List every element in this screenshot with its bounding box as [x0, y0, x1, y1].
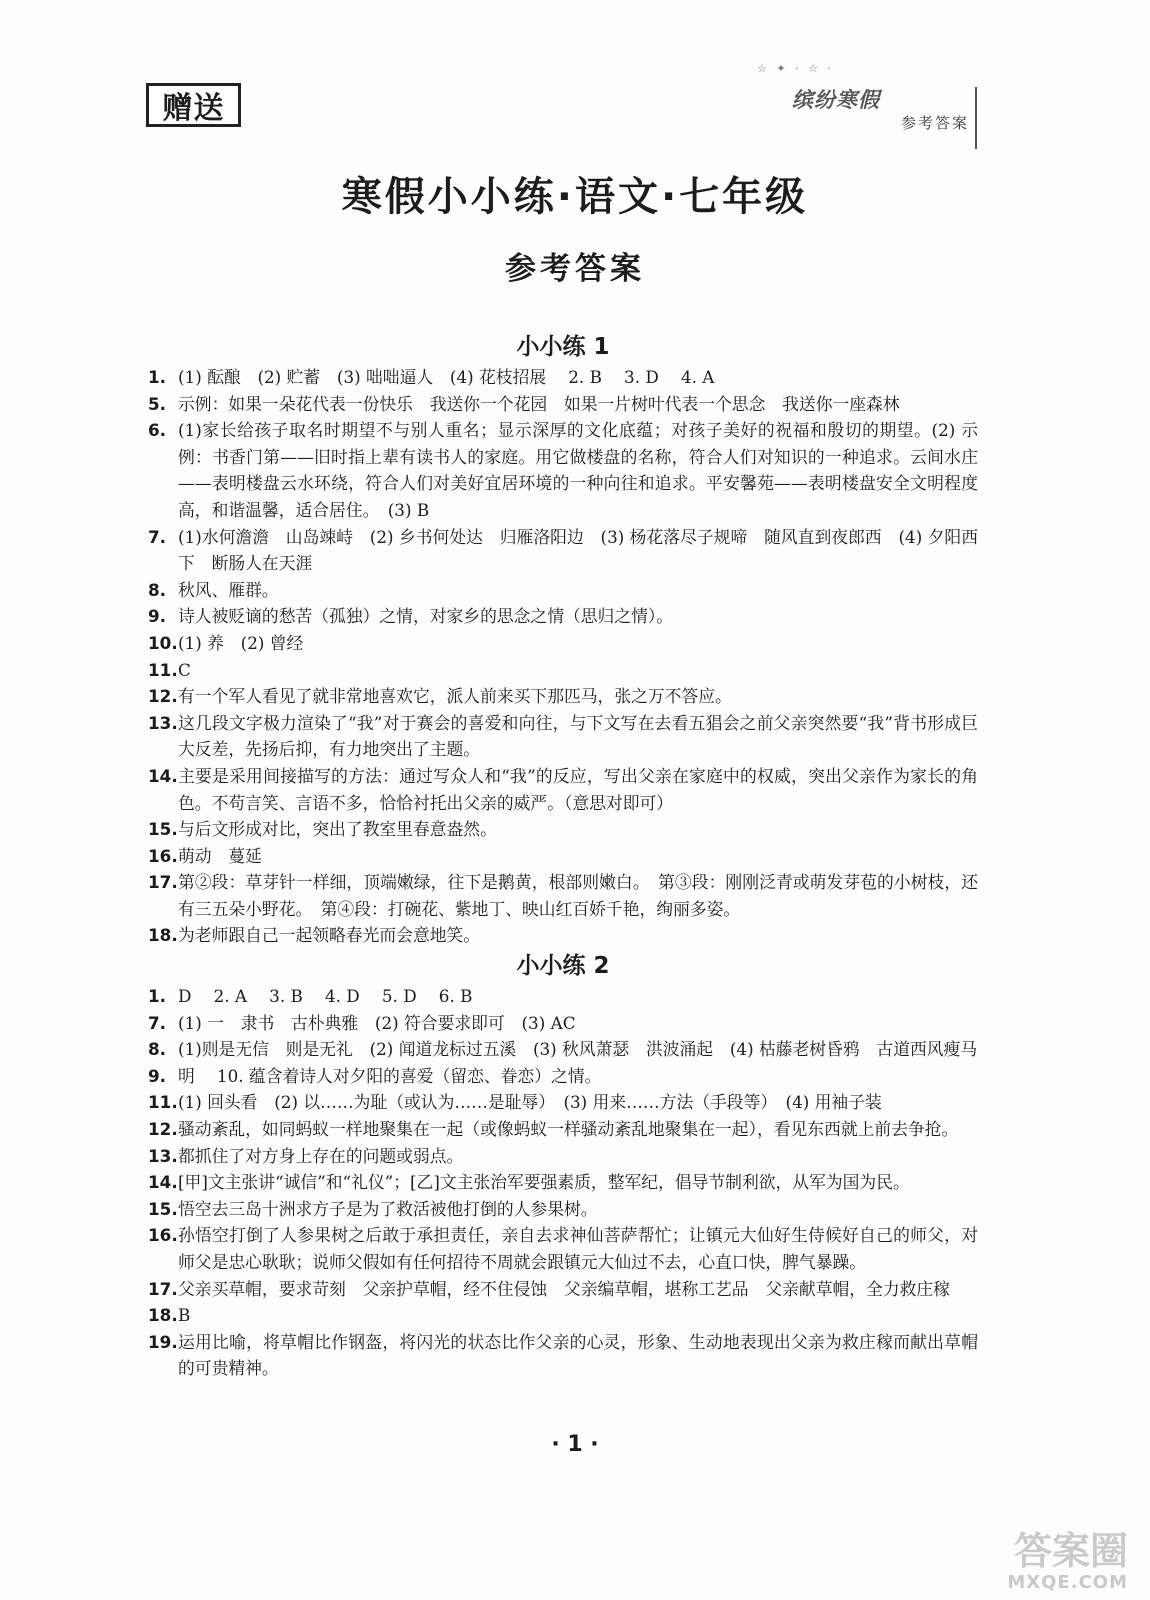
- answer-content: [148, 330, 978, 1382]
- answer-text: [甲]文主张讲“诚信”和“礼仪”；[乙]文主张治军要强素质，整军纪，倡导节制利欲，从军为国为民。: [178, 1172, 910, 1193]
- answer-number: 10.: [148, 632, 178, 653]
- answer-number: 12.: [148, 1119, 178, 1140]
- answer-item: [148, 657, 978, 684]
- answer-item: [148, 1222, 978, 1275]
- answer-number: 7.: [148, 526, 167, 547]
- answer-number: 9.: [148, 1065, 167, 1086]
- answer-item: [148, 1116, 978, 1143]
- gift-badge: 赠送: [146, 83, 241, 127]
- answer-text: C: [178, 659, 191, 680]
- answer-number: 9.: [148, 606, 167, 627]
- answer-text: 示例：如果一朵花代表一份快乐 我送你一个花园 如果一片树叶代表一个思念 我送你一座森林: [178, 393, 900, 414]
- page-number: · 1 ·: [551, 1432, 599, 1457]
- answer-item: [148, 843, 978, 870]
- answer-text: (1) 酝酿 (2) 贮蓄 (3) 咄咄逼人 (4) 花枝招展 2. B 3. D 4. A: [178, 367, 715, 387]
- answer-text: (1) 一 隶书 古朴典雅 (2) 符合要求即可 (3) AC: [178, 1012, 576, 1033]
- page-subtitle: 参考答案: [505, 251, 645, 287]
- brand-subtitle: 参考答案: [900, 114, 969, 132]
- answer-number: 1.: [148, 986, 167, 1007]
- answer-item: [148, 683, 978, 710]
- answer-item: [148, 1196, 978, 1223]
- answer-item: [148, 1276, 978, 1303]
- answer-text: 主要是采用间接描写的方法：通过写众人和“我”的反应，写出父亲在家庭中的权威，突出父亲作为家长的角色。不苟言笑、言语不多，恰恰衬托出父亲的威严。（意思对即可）: [178, 765, 978, 813]
- answer-number: 8.: [148, 579, 167, 600]
- answer-item: [148, 1302, 978, 1329]
- answer-item: [148, 922, 978, 949]
- answer-number: 18.: [148, 1305, 178, 1326]
- answer-item: [148, 391, 978, 418]
- brand-divider: [975, 87, 977, 149]
- section-heading: 小小练 2: [516, 953, 610, 980]
- answer-item: [148, 710, 978, 763]
- answer-item: [148, 983, 978, 1010]
- answer-number: 6.: [148, 420, 167, 441]
- answer-text: (1)则是无信 则是无礼 (2) 闻道龙标过五溪 (3) 秋风萧瑟 洪波涌起 (4) 枯藤老树昏鸦 古道西风瘦马: [178, 1039, 978, 1060]
- answer-item: [148, 630, 978, 657]
- answer-text: 有一个军人看见了就非常地喜欢它，派人前来买下那匹马，张之万不答应。: [178, 686, 732, 707]
- answer-number: 12.: [148, 686, 178, 707]
- answer-text: 孙悟空打倒了人参果树之后敢于承担责任，亲自去求神仙菩萨帮忙；让镇元大仙好生侍候好自己的师父，对师父是忠心耿耿；说师父假如有任何招待不周就会跟镇元大仙过不去，心直口快，脾气暴躁。: [178, 1225, 978, 1272]
- answer-item: [148, 816, 978, 843]
- answer-text: (1) 养 (2) 曾经: [178, 632, 304, 653]
- answer-number: 15.: [148, 1198, 178, 1219]
- answer-item: [148, 869, 978, 922]
- answer-number: 16.: [148, 1225, 178, 1246]
- watermark-url: MXQE.COM: [1007, 1572, 1128, 1593]
- answer-item: [148, 524, 978, 577]
- watermark-logo: 答案圈: [1013, 1529, 1128, 1573]
- brand-title: 缤纷寒假: [792, 88, 880, 112]
- answer-text: 父亲买草帽，要求苛刻 父亲护草帽，经不住侵蚀 父亲编草帽，堪称工艺品 父亲献草帽，全力救庄稼: [178, 1278, 950, 1299]
- answer-number: 14.: [148, 1172, 178, 1193]
- answer-text: D 2. A 3. B 4. D 5. D 6. B: [178, 986, 473, 1007]
- answer-number: 13.: [148, 1145, 178, 1166]
- page-title: 寒假小小练·语文·七年级: [341, 174, 809, 220]
- answer-text: 与后文形成对比，突出了教室里春意盎然。: [178, 819, 497, 840]
- answer-number: 13.: [148, 712, 178, 733]
- answer-text: 明 10. 蕴含着诗人对夕阳的喜爱（留恋、眷恋）之情。: [178, 1065, 602, 1086]
- stars-icon: ☆ ✦ · ☆ ·: [757, 62, 834, 75]
- answer-item: [148, 364, 978, 391]
- answer-item: [148, 603, 978, 630]
- answer-text: 这几段文字极力渲染了“我”对于赛会的喜爱和向往，与下文写在去看五猖会之前父亲突然要“我”背书形成巨大反差，先扬后抑，有力地突出了主题。: [178, 712, 978, 760]
- answer-text: 萌动 蔓延: [178, 845, 262, 866]
- answer-text: 第②段：草芽针一样细，顶端嫩绿，往下是鹅黄，根部则嫩白。 第③段：刚刚泛青或萌发芽苞的小树枝，还有三五朵小野花。 第④段：打碗花、紫地丁、映山红百娇千艳，绚丽多姿。: [178, 872, 978, 919]
- answer-text: B: [178, 1305, 191, 1326]
- answer-number: 8.: [148, 1039, 167, 1060]
- answer-text: 秋风、雁群。: [178, 579, 279, 600]
- answer-item: [148, 1010, 978, 1037]
- section-heading: 小小练 1: [516, 334, 610, 360]
- answer-text: 诗人被贬谪的愁苦（孤独）之情，对家乡的思念之情（思归之情）。: [178, 606, 674, 627]
- answer-number: 17.: [148, 872, 178, 893]
- answer-number: 1.: [148, 367, 167, 387]
- answer-item: [148, 1329, 978, 1382]
- answer-text: 都抓住了对方身上存在的问题或弱点。: [178, 1145, 464, 1166]
- answer-item: [148, 763, 978, 816]
- answer-number: 5.: [148, 393, 167, 414]
- answer-text: 为老师跟自己一起领略春光而会意地笑。: [178, 925, 481, 946]
- answer-number: 7.: [148, 1012, 167, 1033]
- answer-item: [148, 1089, 978, 1116]
- answer-item: [148, 1143, 978, 1170]
- answer-number: 11.: [148, 1092, 178, 1113]
- answer-text: 骚动紊乱，如同蚂蚁一样地聚集在一起（或像蚂蚁一样骚动紊乱地聚集在一起），看见东西就上前去争抢。: [178, 1119, 959, 1140]
- answer-text: (1)水何澹澹 山岛竦峙 (2) 乡书何处达 归雁洛阳边 (3) 杨花落尽子规啼 随风直到夜郎西 (4) 夕阳西下 断肠人在天涯: [178, 526, 978, 574]
- answer-item: [148, 1036, 978, 1063]
- answer-item: [148, 1169, 978, 1196]
- answer-text: 运用比喻，将草帽比作钢盔，将闪光的状态比作父亲的心灵，形象、生动地表现出父亲为救庄稼而献出草帽的可贵精神。: [178, 1331, 978, 1379]
- answer-number: 17.: [148, 1278, 178, 1299]
- answer-number: 15.: [148, 819, 178, 840]
- answer-number: 16.: [148, 845, 178, 866]
- watermark: [978, 1529, 1128, 1593]
- answer-item: [148, 1063, 978, 1090]
- answer-number: 18.: [148, 925, 178, 946]
- answer-number: 11.: [148, 659, 178, 680]
- answer-number: 19.: [148, 1331, 178, 1352]
- brand-logo: [757, 62, 979, 154]
- answer-text: (1)家长给孩子取名时期望不与别人重名；显示深厚的文化底蕴；对孩子美好的祝福和殷切的期望。(2) 示例：书香门第——旧时指上辈有读书人的家庭。用它做楼盘的名称，符合人们对知识的一种追求。云间水庄——表明楼盘云水环绕，符合人们对美好宜居环境的一种向往和追求。平安馨苑——表明楼盘安全文明程度高，和谐温馨，适合居住。 (3) B: [178, 420, 978, 520]
- answer-item: [148, 577, 978, 604]
- answer-text: 悟空去三岛十洲求方子是为了救活被他打倒的人参果树。: [178, 1198, 598, 1219]
- answer-item: [148, 417, 978, 523]
- answer-text: (1) 回头看 (2) 以……为耻（或认为……是耻辱） (3) 用来……方法（手段等） (4) 用袖子装: [178, 1092, 882, 1113]
- answer-number: 14.: [148, 765, 178, 786]
